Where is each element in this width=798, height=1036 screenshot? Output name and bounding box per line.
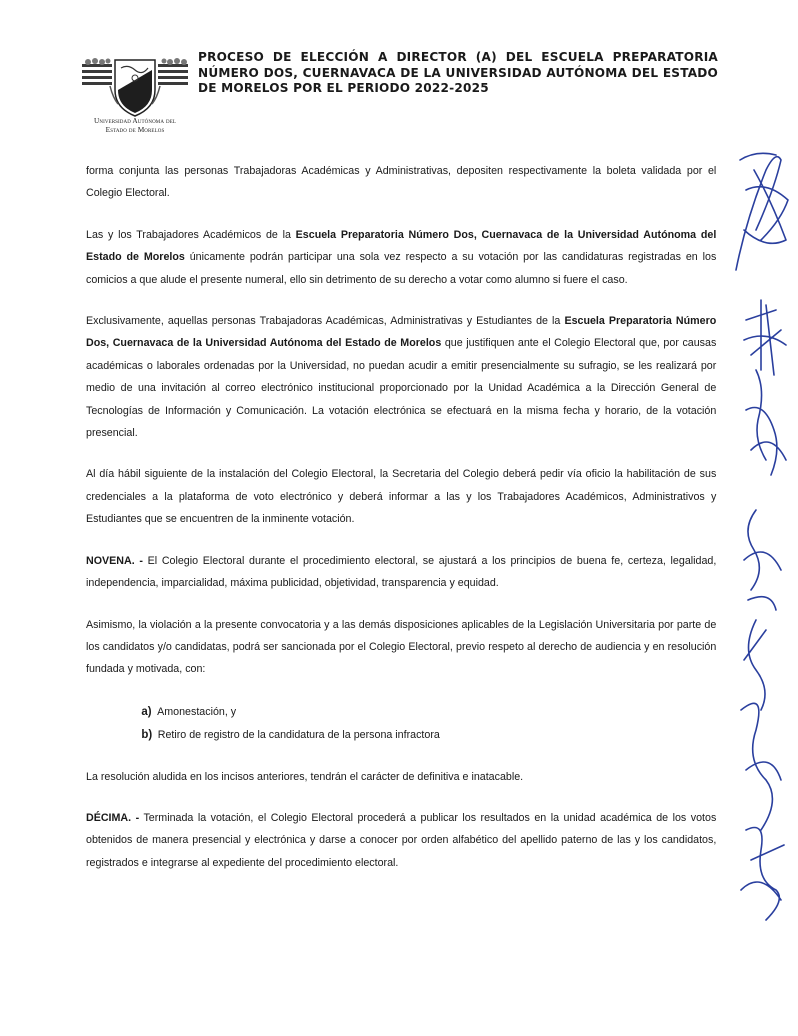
logo-caption-line2: Estado de Morelos: [105, 125, 165, 134]
logo-caption: [78, 116, 192, 134]
logo-caption-line1: Universidad Autónoma del: [93, 116, 176, 125]
paragraph-7: La resolución aludida en los incisos anteriores, tendrán el carácter de definitiva e inatacable.: [86, 770, 524, 783]
paragraph-2: Las y los Trabajadores Académicos de la Escuela Preparatoria Número Dos, Cuernavaca de la Universidad Autónoma del Estado de Morelos únicamente podrán participar una sola vez respecto a su votación por las candidaturas registradas en los comicios a que alude el presente numeral, ello sin detrimento de su derecho a votar como alumno si fuere el caso.: [86, 228, 717, 286]
list-item: a) Amonestación, y: [141, 703, 237, 718]
bold-institution-name: Escuela Preparatoria Número Dos, Cuernavaca de la Universidad Autónoma del Estado de Morelos: [86, 228, 717, 264]
sanctions-list: [86, 700, 716, 747]
paragraph-1: forma conjunta las personas Trabajadoras Académicas y Administrativas, depositen respectivamente la boleta validada por el Colegio Electoral.: [86, 165, 717, 200]
paragraph-3: Exclusivamente, aquellas personas Trabajadoras Académicas, Administrativas y Estudiantes de la Escuela Preparatoria Número Dos, Cuernavaca de la Universidad Autónoma del Estado de Morelos que justifiquen ante el Colegio Electoral que, por causas académicas o laborales ordenadas por la Universidad, no puedan acudir a emitir presencialmente su sufragio, se les realizará por medio de una invitación al correo electrónico institucional proporcionado por la Unidad Académica a la Dirección General de Tecnologías de Información y Comunicación. La votación electrónica se efectuará en la misma fecha y horario, de la votación presencial.: [86, 315, 717, 440]
document-body: [86, 160, 716, 893]
list-item: b) Retiro de registro de la candidatura de la persona infractora: [141, 727, 440, 742]
bold-institution-name: Escuela Preparatoria Número Dos, Cuernavaca de la Universidad Autónoma del Estado de Morelos: [86, 315, 717, 350]
clause-decima: DÉCIMA. - Terminada la votación, el Colegio Electoral procederá a publicar los resultados en la unidad académica de los votos obtenidos de manera presencial y electrónica y darse a conocer por orden alfabético del apellido paterno de las y los candidatos, registrados e integrarse al expediente del procedimiento electoral.: [86, 811, 717, 869]
paragraph-4: Al día hábil siguiente de la instalación del Colegio Electoral, la Secretaria del Colegio deberá pedir vía oficio la habilitación de sus credenciales a la plataforma de voto electrónico y deberá informar a las y los Trabajadores Académicos, Administrativos y Estudiantes que se encuentren de la inminente votación.: [86, 468, 717, 526]
margin-signatures: [726, 130, 798, 1030]
paragraph-6: Asimismo, la violación a la presente convocatoria y a las demás disposiciones aplicables de la Legislación Universitaria por parte de los candidatos y/o candidatas, podrá ser sancionada por el Colegio Electoral, previo respeto al derecho de audiencia y en resolución fundada y motivada, con:: [86, 618, 717, 676]
clause-label: DÉCIMA. -: [86, 811, 140, 824]
clause-label: NOVENA. -: [86, 554, 143, 567]
clause-novena: NOVENA. - El Colegio Electoral durante el procedimiento electoral, se ajustará a los principios de buena fe, certeza, legalidad, independencia, imparcialidad, máxima publicidad, objetividad, transparencia y equidad.: [86, 554, 717, 590]
document-title: PROCESO DE ELECCIÓN A DIRECTOR (A) DEL ESCUELA PREPARATORIA NÚMERO DOS, CUERNAVACA DE LA UNIVERSIDAD AUTÓNOMA DEL ESTADO DE MORELOS POR EL PERIODO 2022-2025: [198, 50, 718, 95]
